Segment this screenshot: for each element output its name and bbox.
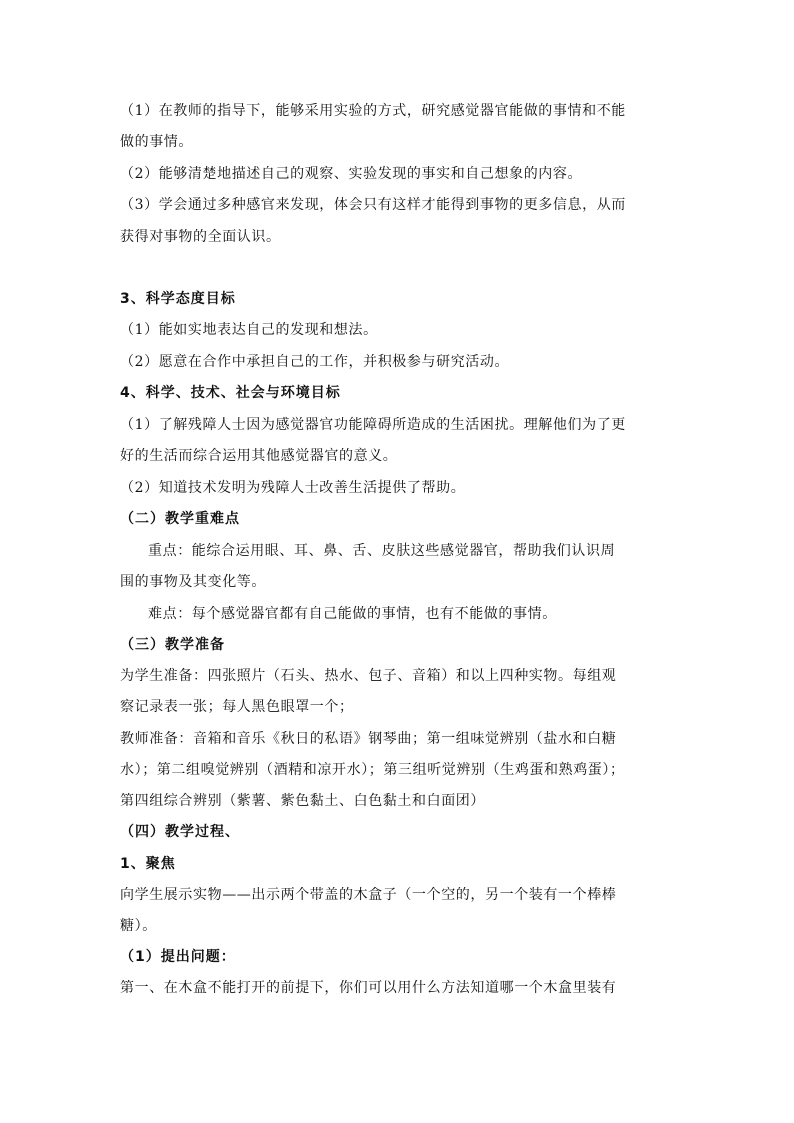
- section-heading: 1、聚焦: [120, 856, 176, 872]
- section-heading: （三）教学准备: [120, 637, 225, 653]
- paragraph-line: 教师准备：音箱和音乐《秋日的私语》钢琴曲；第一组味觉辨别（盐水和白糖: [120, 731, 617, 747]
- paragraph-line: 做的事情。: [120, 134, 193, 150]
- paragraph-line: （1）在教师的指导下，能够采用实验的方式，研究感觉器官能做的事情和不能: [120, 103, 626, 119]
- paragraph-line: 难点：每个感觉器官都有自己能做的事情，也有不能做的事情。: [148, 606, 557, 622]
- paragraph-line: 好的生活而综合运用其他感觉器官的意义。: [120, 448, 398, 464]
- section-heading: （四）教学过程、: [120, 824, 240, 840]
- paragraph-line: 察记录表一张；每人黑色眼罩一个；: [120, 699, 354, 715]
- section-heading: （1）提出问题：: [120, 949, 236, 965]
- paragraph-line: 向学生展示实物——出示两个带盖的木盒子（一个空的，另一个装有一个棒棒: [120, 887, 617, 903]
- paragraph-line: 重点：能综合运用眼、耳、鼻、舌、皮肤这些感觉器官，帮助我们认识周: [148, 543, 616, 559]
- paragraph-line: 第四组综合辨别（紫薯、紫色黏土、白色黏土和白面团）: [120, 793, 485, 809]
- paragraph-line: 为学生准备：四张照片（石头、热水、包子、音箱）和以上四种实物。每组观: [120, 668, 617, 684]
- paragraph-line: （2）能够清楚地描述自己的观察、实验发现的事实和自己想象的内容。: [120, 166, 583, 182]
- paragraph-line: （2）愿意在合作中承担自己的工作，并积极参与研究活动。: [120, 354, 510, 370]
- section-heading: 4、科学、技术、社会与环境目标: [120, 385, 341, 401]
- paragraph-line: （1）了解残障人士因为感觉器官功能障碍所造成的生活困扰。理解他们为了更: [120, 417, 626, 433]
- paragraph-line: 第一、在木盒不能打开的前提下，你们可以用什么方法知道哪一个木盒里装有: [120, 980, 617, 996]
- paragraph-line: （3）学会通过多种感官来发现，体会只有这样才能得到事物的更多信息，从而: [120, 197, 626, 213]
- paragraph-line: 获得对事物的全面认识。: [120, 229, 281, 245]
- paragraph-line: 糖）。: [120, 918, 157, 934]
- section-heading: 3、科学态度目标: [120, 291, 236, 307]
- paragraph-line: （2）知道技术发明为残障人士改善生活提供了帮助。: [120, 480, 466, 496]
- section-heading: （二）教学重难点: [120, 511, 240, 527]
- paragraph-line: 水）；第二组嗅觉辨别（酒精和凉开水）；第三组听觉辨别（生鸡蛋和熟鸡蛋）；: [120, 762, 625, 778]
- paragraph-line: （1）能如实地表达自己的发现和想法。: [120, 322, 378, 338]
- paragraph-line: 围的事物及其变化等。: [120, 574, 266, 590]
